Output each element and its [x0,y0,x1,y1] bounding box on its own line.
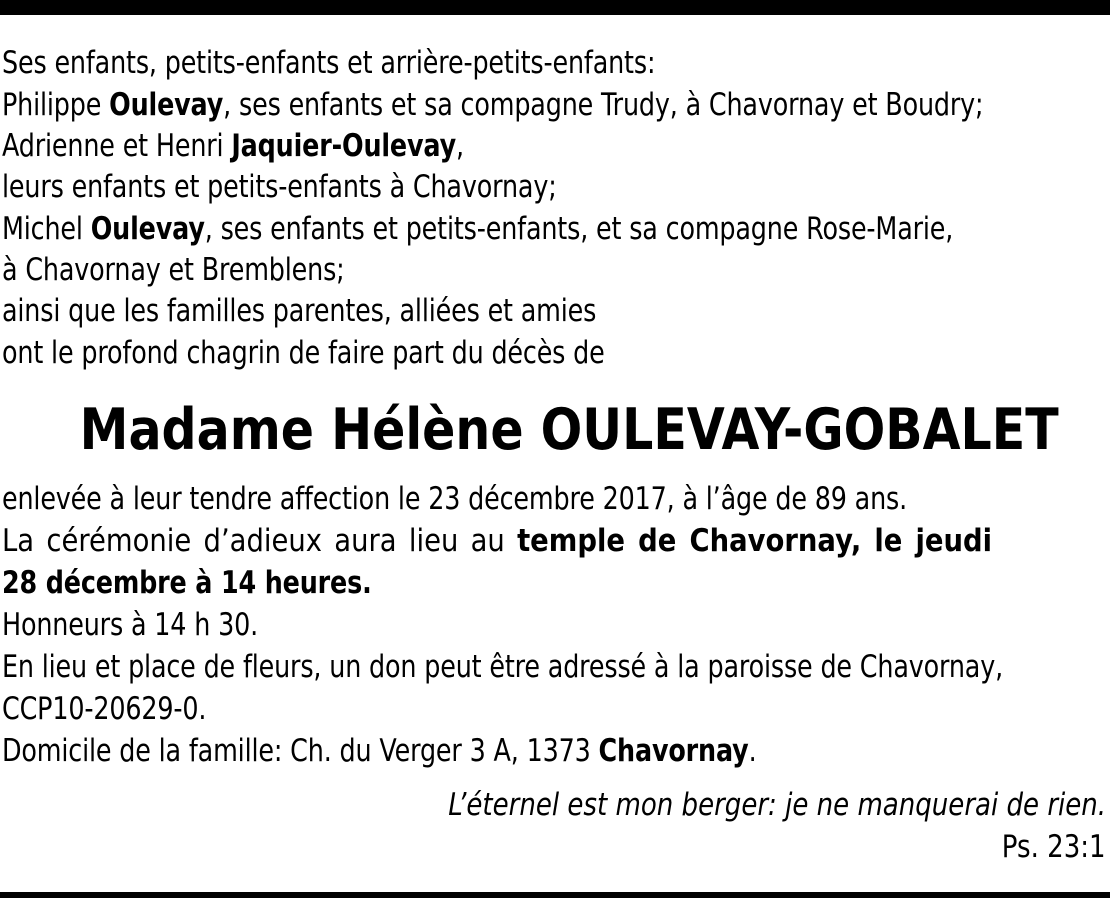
intro-line-2 [2,85,983,125]
details-text: En lieu et place de fleurs, un don peut être adressé à la paroisse de Chavornay, [2,649,1004,685]
intro-text: ainsi que les familles parentes, alliées et amies [2,293,597,329]
intro-text: leurs enfants et petits-enfants à Chavornay; [2,169,557,205]
family-member-surname: Oulevay [90,211,205,247]
family-member-details: , ses enfants et sa compagne Trudy, à Chavornay et Boudry; [223,87,984,123]
intro-text: ont le profond chagrin de faire part du décès de [2,335,605,371]
details-line-4 [2,605,258,645]
intro-line-3 [2,126,464,166]
intro-text: à Chavornay et Bremblens; [2,252,345,288]
punctuation: , [456,128,464,164]
bottom-border-rule [0,892,1110,898]
details-line-1 [2,479,907,519]
bible-quote [323,785,1106,825]
family-member-first-name: Michel [2,211,91,247]
family-member-first-name: Adrienne et Henri [2,128,232,164]
details-text: enlevée à leur tendre affection le 23 décembre 2017, à l’âge de 89 ans. [2,481,908,517]
deceased-name: Madame Hélène OULEVAY-GOBALET [79,397,1059,463]
ceremony-date-time: 28 décembre à 14 heures. [2,565,372,601]
bible-reference-text: Ps. 23:1 [1002,829,1106,865]
details-line-6 [2,689,206,729]
top-border-rule [0,0,1110,15]
details-line-7 [2,731,756,771]
family-member-surname: Oulevay [109,87,224,123]
postal-account: CCP10-20629-0. [2,691,207,727]
address-locality: Chavornay [598,733,749,769]
ceremony-location: temple de Chavornay, le jeudi [517,523,993,559]
bible-reference [982,827,1106,867]
intro-line-4 [2,167,557,207]
details-line-2 [2,521,1110,561]
family-member-first-name: Philippe [2,87,110,123]
intro-line-7 [2,291,596,331]
details-line-5 [2,647,1003,687]
bible-quote-text: L’éternel est mon berger: je ne manquerai de rien. [448,787,1106,823]
intro-text: Ses enfants, petits-enfants et arrière-petits-enfants: [2,45,656,81]
deceased-name-heading [0,396,1110,464]
punctuation: . [748,733,757,769]
details-text: Honneurs à 14 h 30. [2,607,259,643]
details-line-3 [2,563,372,603]
address-text: Domicile de la famille: Ch. du Verger 3 A, 1373 [2,733,599,769]
details-text: La cérémonie d’adieux aura lieu au [2,523,518,559]
intro-line-6 [2,250,345,290]
intro-line-1 [2,43,655,83]
intro-line-8 [2,333,605,373]
family-member-details: , ses enfants et petits-enfants, et sa compagne Rose-Marie, [204,211,954,247]
intro-line-5 [2,209,953,249]
family-member-surname: Jaquier-Oulevay [231,128,457,164]
